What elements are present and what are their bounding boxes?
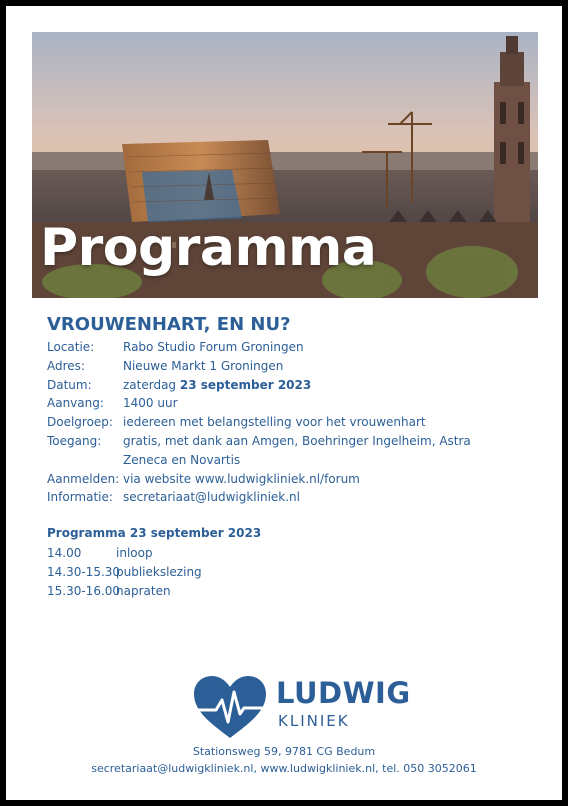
- event-title: VROUWENHART, EN NU?: [47, 314, 291, 335]
- detail-value: gratis, met dank aan Amgen, Boehringer Ingelheim, Astra Zeneca en Novartis: [123, 433, 471, 467]
- hero-title: Programma: [40, 218, 377, 278]
- detail-value: Rabo Studio Forum Groningen: [123, 340, 304, 354]
- info-email-link[interactable]: secretariaat@ludwigkliniek.nl: [123, 490, 300, 505]
- detail-label: Adres:: [47, 358, 85, 373]
- detail-label: Toegang:: [47, 433, 102, 448]
- footer-address: Stationsweg 59, 9781 CG Bedum: [192, 745, 376, 758]
- register-link[interactable]: via website www.ludwigkliniek.nl/forum: [123, 471, 360, 486]
- program-time: 14.00: [47, 546, 82, 560]
- ludwig-kliniek-logo: [192, 674, 411, 742]
- detail-value: 1400 uur: [123, 396, 178, 411]
- flyer-page: [6, 6, 562, 800]
- date-weekday: zaterdag: [123, 377, 180, 392]
- detail-value: iedereen met belangstelling voor het vrouwenhart: [123, 415, 426, 430]
- program-activity: publiekslezing: [116, 564, 202, 579]
- program-time: 15.30-16.00: [47, 583, 121, 598]
- detail-label: Datum:: [47, 377, 92, 392]
- detail-label: Aanvang:: [47, 396, 104, 411]
- footer-contact: secretariaat@ludwigkliniek.nl, www.ludwigkliniek.nl, tel. 050 3052061: [91, 762, 477, 775]
- program-time: 14.30-15.30: [47, 564, 121, 579]
- detail-label: Informatie:: [47, 490, 113, 505]
- detail-value: [123, 376, 513, 395]
- date-highlight: 23 september 2023: [179, 377, 312, 392]
- detail-label: Doelgroep:: [47, 415, 113, 430]
- program-activity: inloop: [116, 546, 153, 560]
- heart-ecg-icon: [192, 674, 268, 740]
- detail-value: Nieuwe Markt 1 Groningen: [123, 358, 284, 373]
- program-activity: napraten: [116, 583, 171, 598]
- program-title: Programma 23 september 2023: [47, 526, 262, 540]
- detail-label: Aanmelden:: [47, 471, 120, 486]
- hero-photo: [32, 32, 538, 298]
- logo-name: LUDWIG: [276, 676, 411, 710]
- detail-label: Locatie:: [47, 340, 95, 354]
- logo-subtitle: KLINIEK: [278, 712, 350, 730]
